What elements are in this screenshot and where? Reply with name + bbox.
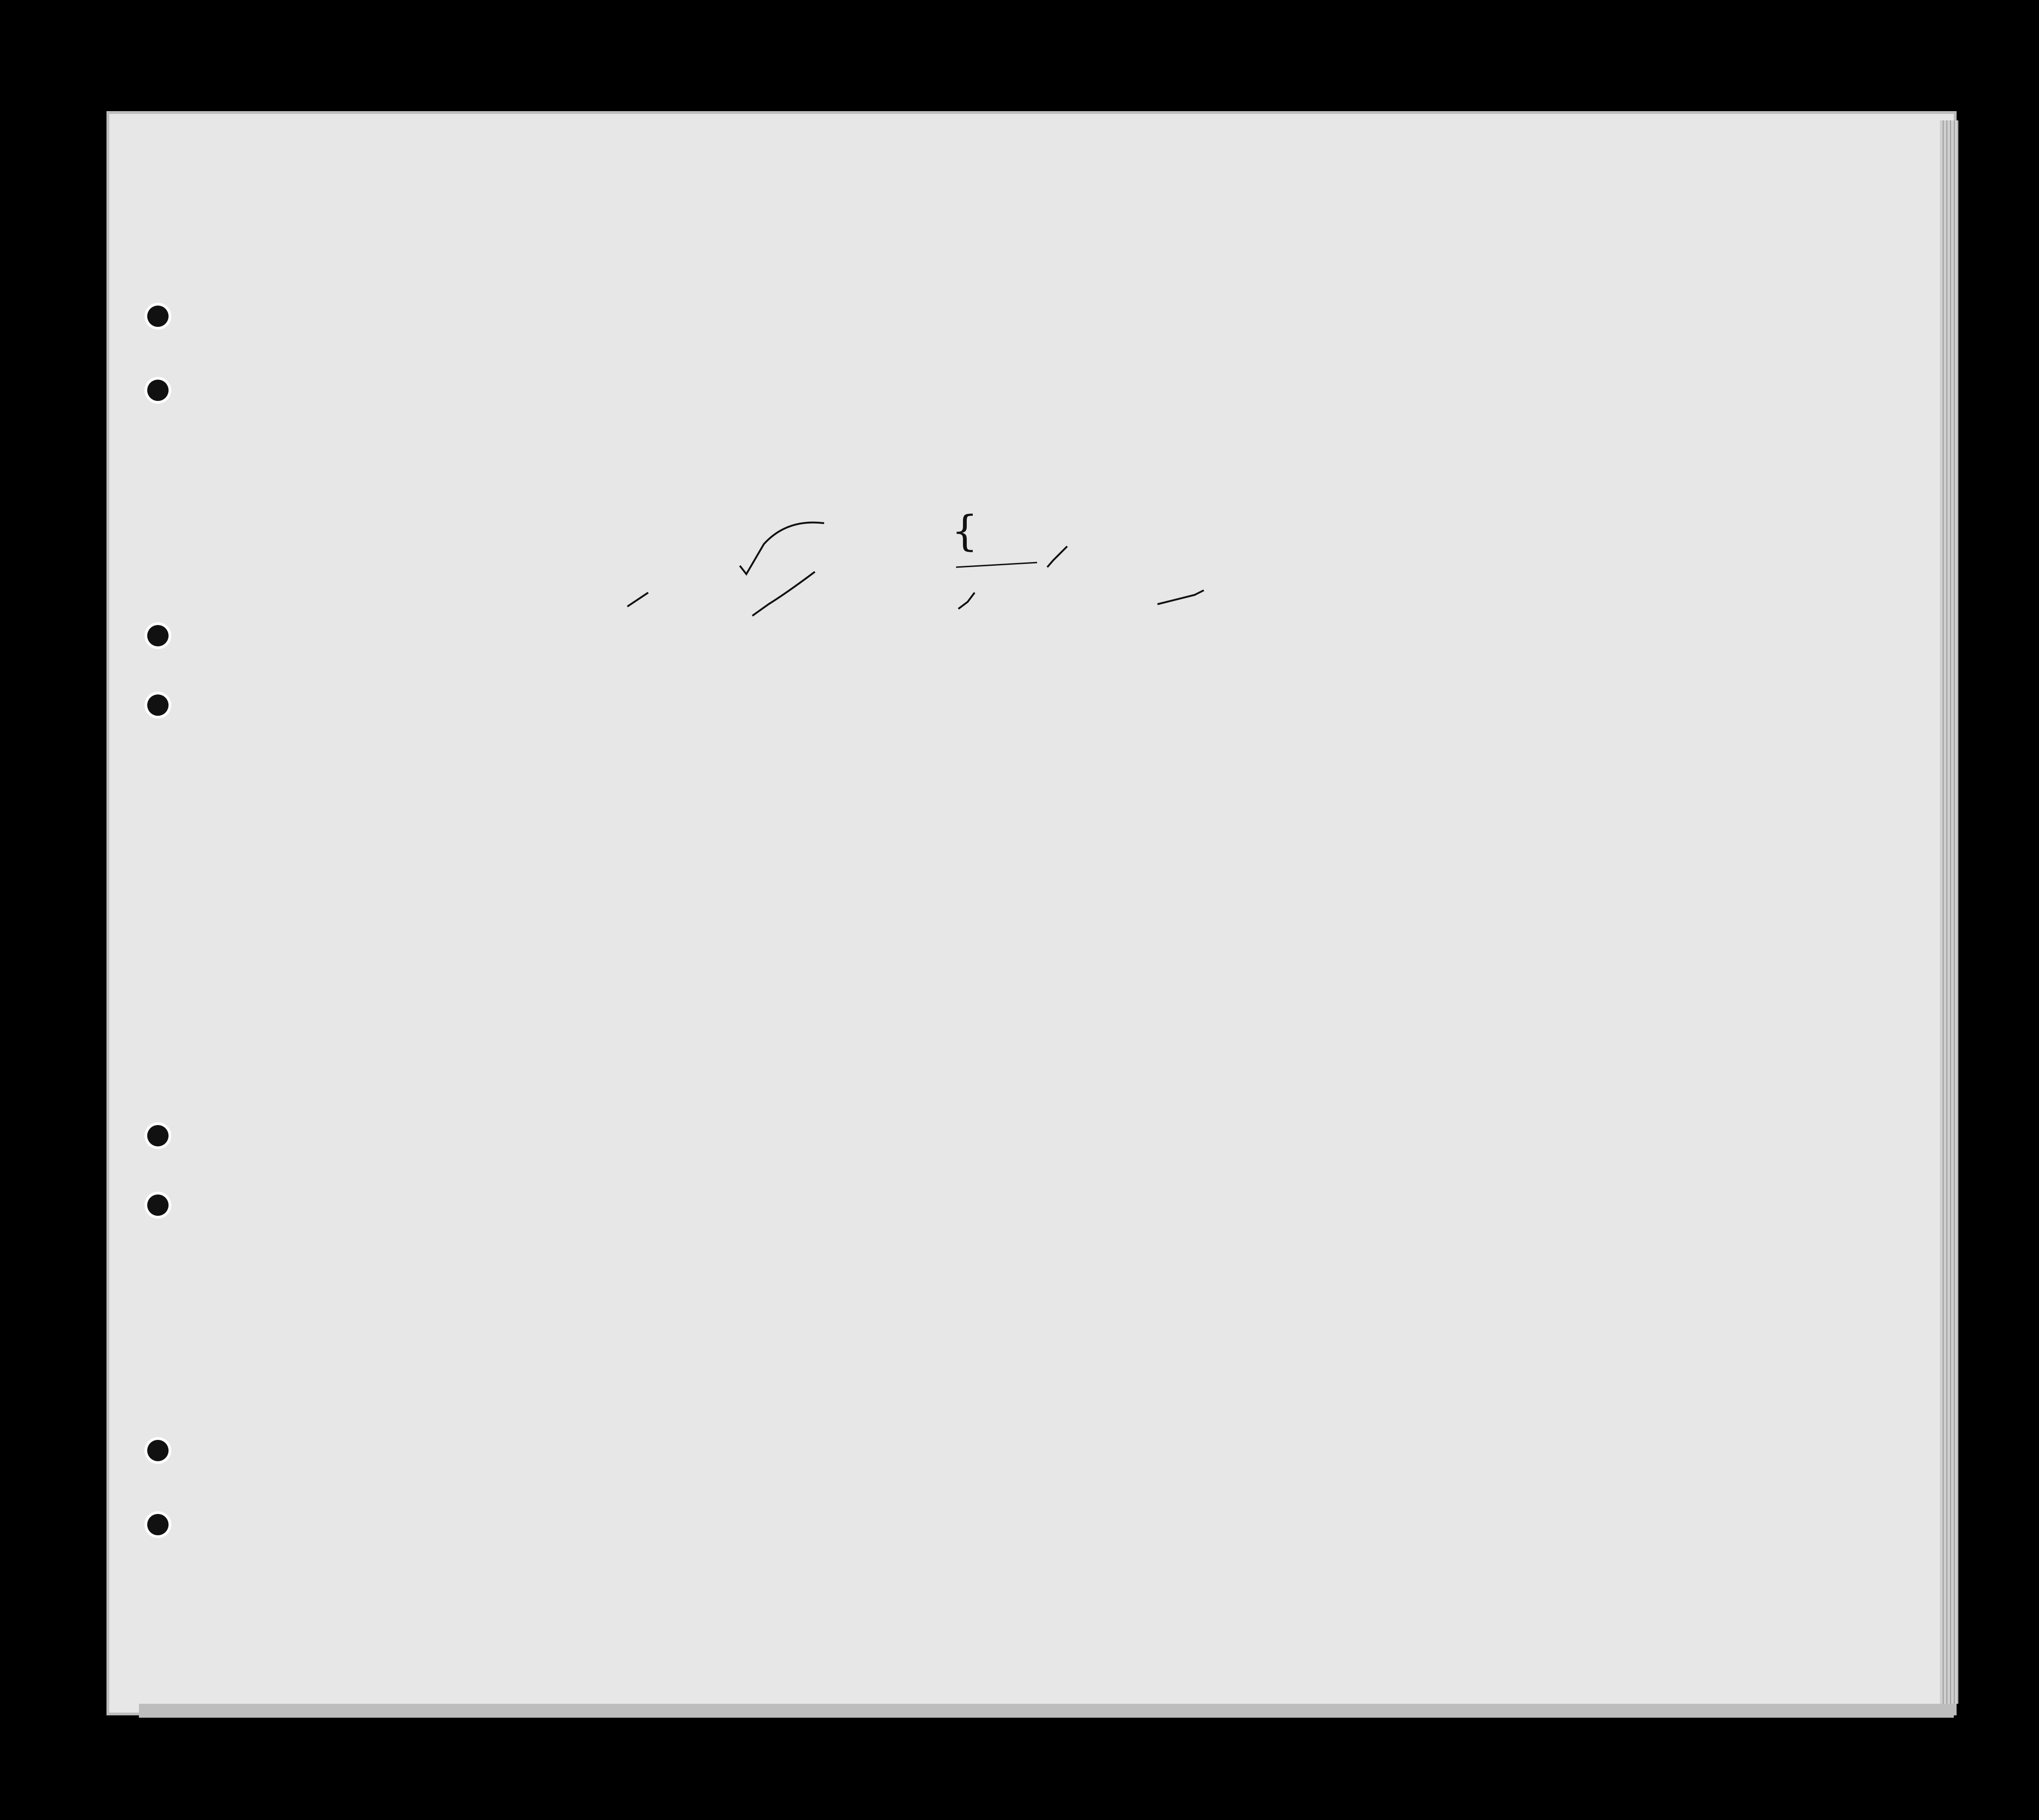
brace-mark: { xyxy=(951,507,978,556)
